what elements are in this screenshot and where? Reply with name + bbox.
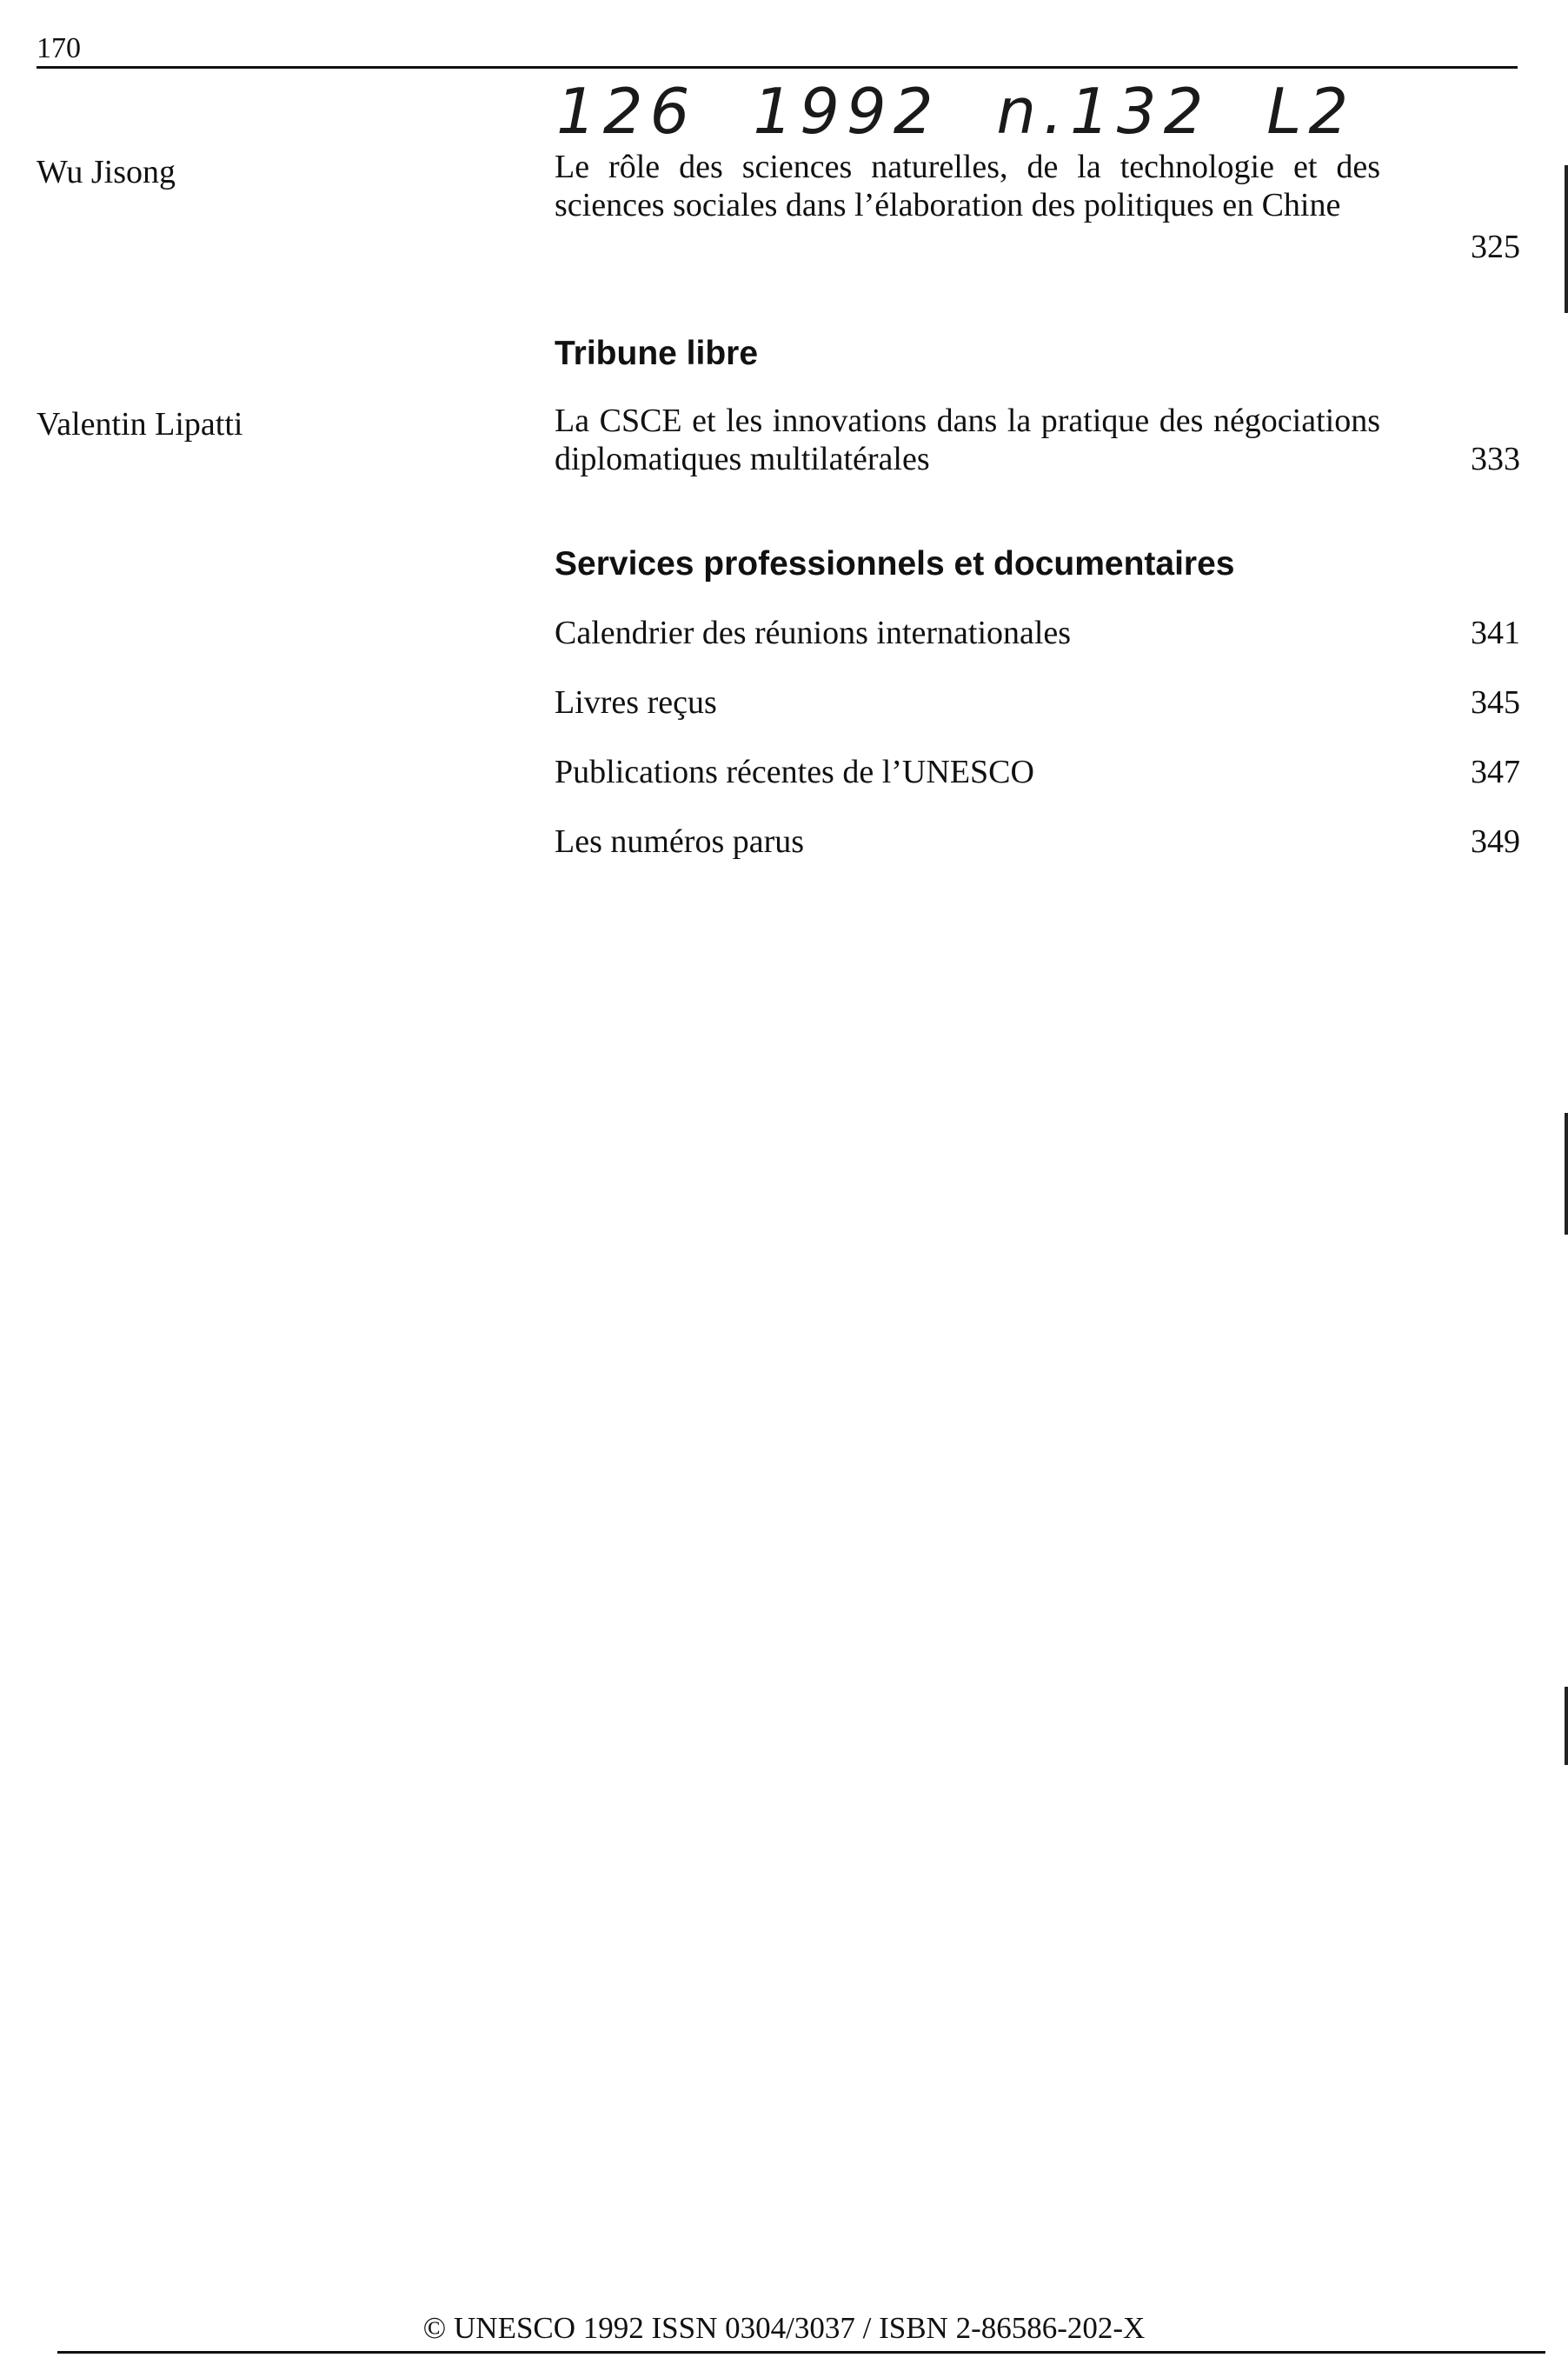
bottom-rule (57, 2351, 1545, 2354)
scan-edge-mark (1565, 165, 1568, 313)
copyright-footer: © UNESCO 1992 ISSN 0304/3037 / ISBN 2-86586-202-X (422, 2311, 1146, 2345)
page-number: 170 (37, 32, 81, 64)
entry-page: 345 (1471, 684, 1520, 721)
entry-author: Valentin Lipatti (37, 406, 243, 443)
entry-page: 333 (1471, 441, 1520, 477)
scan-edge-mark (1565, 1113, 1568, 1235)
entry-title: Le rôle des sciences naturelles, de la technologie et des sciences sociales dans l’élaboration des politiques en Chine (555, 149, 1380, 223)
scan-edge-mark (1565, 1687, 1568, 1765)
entry-title: Calendrier des réunions internationales (555, 615, 1072, 651)
entry-page: 325 (1471, 229, 1520, 265)
entry-page: 347 (1471, 754, 1520, 790)
section-heading-services: Services professionnels et documentaires (555, 545, 1235, 583)
entry-title: Livres reçus (555, 684, 717, 721)
handwritten-note: 126 1992 n.132 L2 (556, 75, 1356, 148)
entry-title: Publications récentes de l’UNESCO (555, 754, 1034, 790)
entry-title: Les numéros parus (555, 823, 805, 860)
top-rule (37, 66, 1518, 69)
entry-author: Wu Jisong (37, 154, 176, 190)
entry-page: 349 (1471, 823, 1520, 860)
section-heading-tribune-libre: Tribune libre (555, 335, 759, 372)
entry-page: 341 (1471, 615, 1520, 651)
entry-title: La CSCE et les innovations dans la pratique des négociations diplomatiques multilatérales (555, 403, 1380, 477)
